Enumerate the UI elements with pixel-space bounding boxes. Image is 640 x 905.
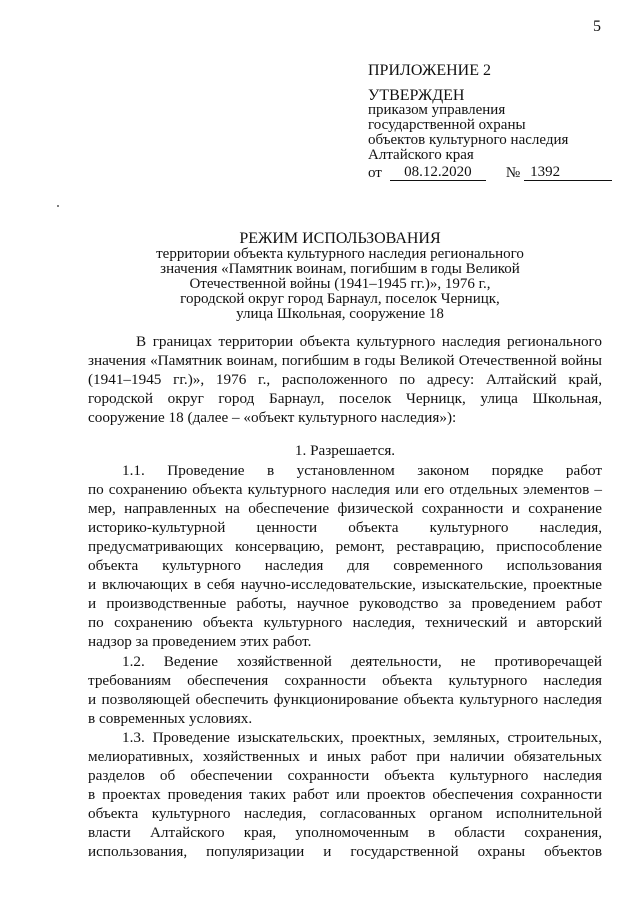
document-title: РЕЖИМ ИСПОЛЬЗОВАНИЯ — [239, 230, 441, 247]
approval-line: объектов культурного наследия — [368, 132, 569, 148]
body-line: и производственные работы, научное руководство за проведением работ — [88, 595, 602, 613]
document-title-block — [140, 231, 540, 322]
title-line: Отечественной войны (1941–1945 гг.)», 1976 г., — [189, 276, 491, 292]
body-line: мелиоративных, хозяйственных и иных работ при наличии обязательных — [88, 747, 602, 765]
approved-label: УТВЕРЖДЕН — [368, 87, 465, 104]
body-line: власти Алтайского края, уполномоченным в области сохранения, — [88, 824, 602, 842]
body-line: мер, направленных на обеспечение физической сохранности и сохранение — [88, 499, 602, 517]
section-heading: 1. Разрешается. — [294, 442, 396, 460]
body-line: разделов об обеспечении сохранности объекта культурного наследия — [88, 767, 602, 785]
body-line: использования, популяризации и государственной охраны объектов — [88, 843, 602, 861]
body-line: историко-культурной ценности объекта культурного наследия, — [88, 518, 602, 536]
page-number: 5 — [593, 18, 601, 35]
approval-line: государственной охраны — [368, 117, 526, 133]
body-line: В границах территории объекта культурного наследия регионального — [136, 333, 602, 350]
title-line: улица Школьная, сооружение 18 — [236, 306, 444, 322]
body-line: 1.2. Ведение хозяйственной деятельности, не противоречащей — [122, 652, 602, 670]
body-line: и включающих в себя научно-исследовательские, изыскательские, проектные — [88, 576, 602, 594]
order-date: 08.12.2020 — [390, 164, 486, 181]
body-line: сооружение 18 (далее – «объект культурного наследия»): — [88, 409, 457, 427]
body-line: значения «Памятник воинам, погибшим в годы Великой Отечественной войны — [88, 352, 602, 370]
document-body — [88, 332, 602, 862]
body-line: по сохранению объекта культурного наследия или его отдельных элементов – — [88, 480, 602, 498]
body-line: и позволяющей обеспечить функционирование объекта культурного наследия — [88, 690, 602, 708]
body-line: в современных условиях. — [88, 709, 253, 727]
number-sign: № — [505, 165, 521, 181]
body-line: 1.3. Проведение изыскательских, проектных, земляных, строительных, — [122, 728, 602, 746]
body-line: городской округ город Барнаул, поселок Черницк, улица Школьная, — [88, 390, 602, 408]
body-line: по сохранению объекта культурного наследия, технический и авторский — [88, 614, 602, 632]
from-label: от — [368, 165, 382, 181]
approval-line: приказом управления — [368, 102, 506, 118]
scan-speck — [57, 205, 59, 207]
body-line: в проектах проведения таких работ или проектов обеспечения сохранности — [88, 786, 602, 804]
approval-line: Алтайского края — [368, 147, 474, 163]
approval-block — [368, 63, 628, 181]
appendix-label: ПРИЛОЖЕНИЕ 2 — [368, 62, 492, 79]
body-line: (1941–1945 гг.)», 1976 г., расположенного по адресу: Алтайский край, — [88, 371, 602, 389]
body-line: объекта культурного наследия для современного использования — [88, 557, 602, 575]
body-line: требованиям обеспечения сохранности объекта культурного наследия — [88, 671, 602, 689]
body-line: предусматривающих консервацию, ремонт, реставрацию, приспособление — [88, 537, 602, 555]
order-date-number-row — [368, 164, 628, 181]
title-line: городской округ город Барнаул, поселок Черницк, — [180, 291, 500, 307]
body-line: объекта культурного наследия, согласованных органом исполнительной — [88, 805, 602, 823]
body-line: надзор за проведением этих работ. — [88, 633, 312, 651]
title-line: значения «Памятник воинам, погибшим в годы Великой — [160, 261, 520, 277]
title-line: территории объекта культурного наследия регионального — [156, 246, 524, 262]
order-number: 1392 — [524, 164, 612, 181]
body-line: 1.1. Проведение в установленном законом порядке работ — [122, 461, 602, 479]
